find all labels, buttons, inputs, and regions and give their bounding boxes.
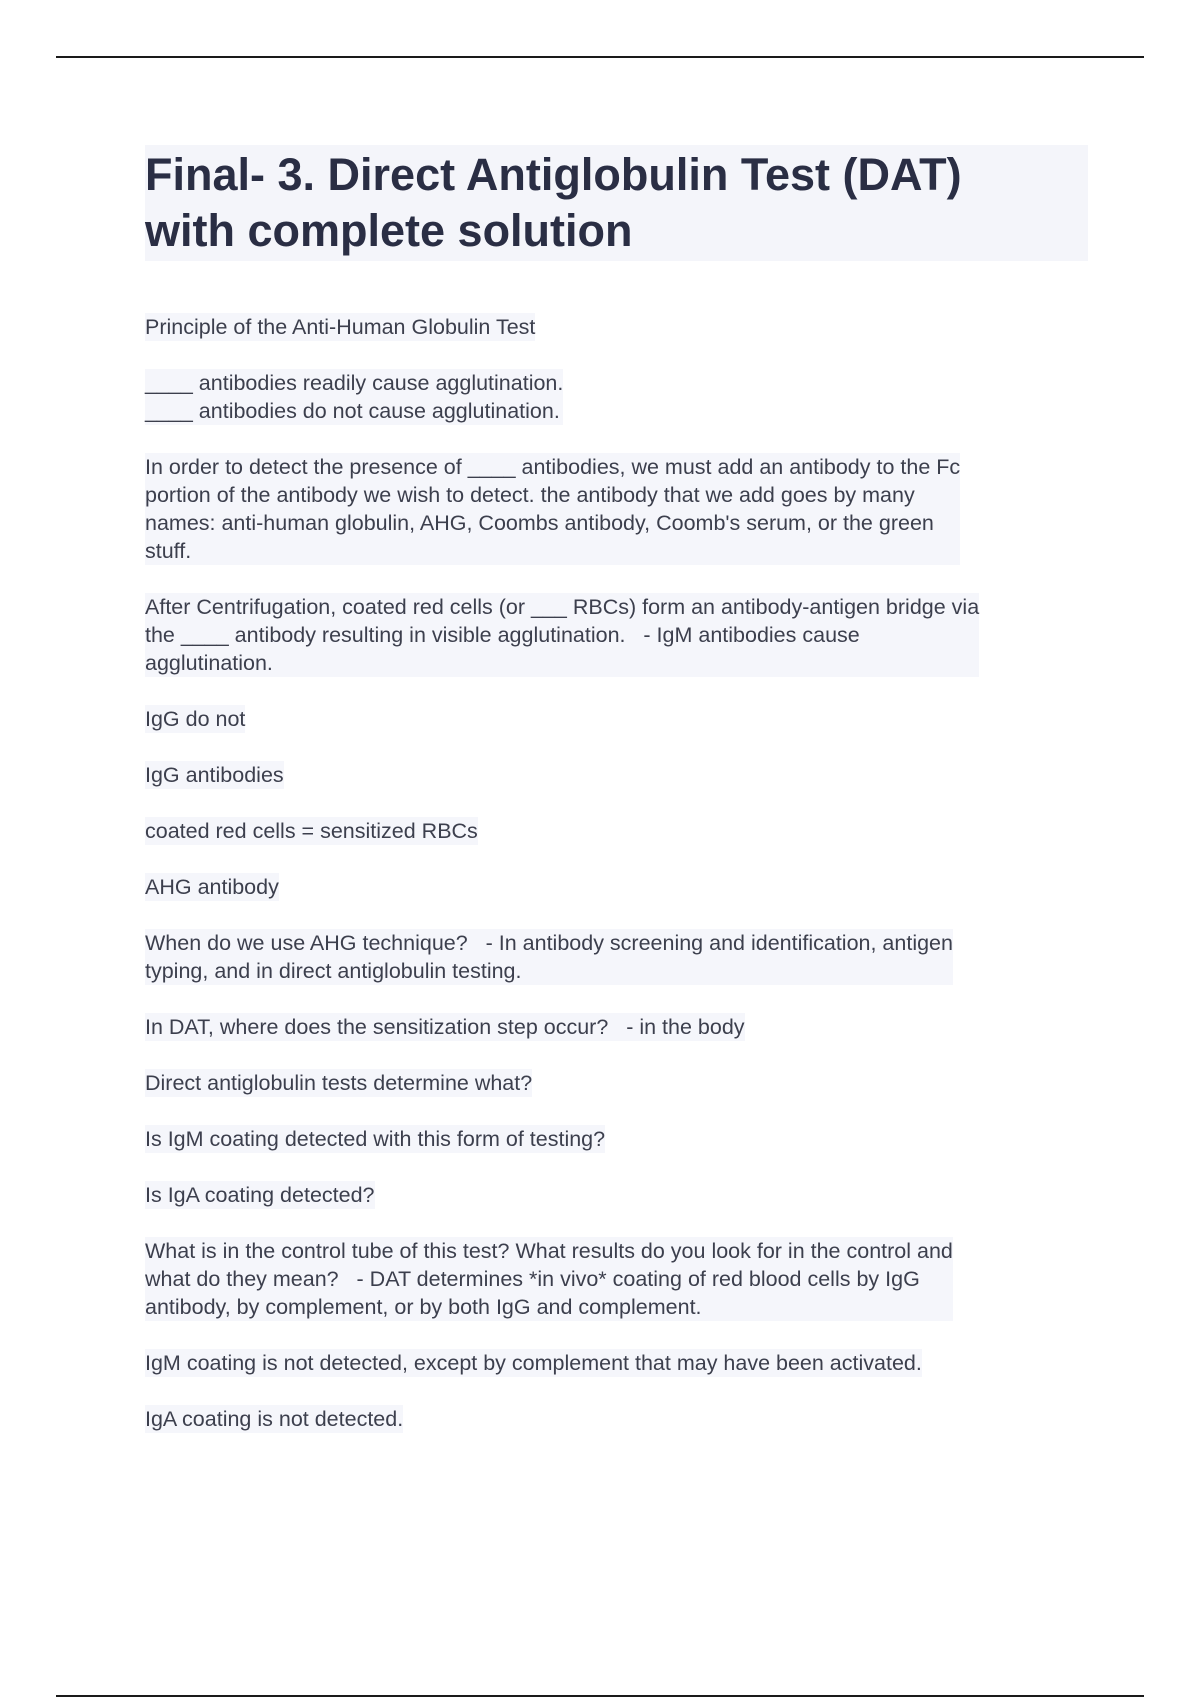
paragraph-iga-answer: IgA coating is not detected. (145, 1407, 404, 1431)
paragraph-igm-question: Is IgM coating detected with this form of testing? (145, 1127, 606, 1151)
paragraph-centrifugation: After Centrifugation, coated red cells (or ___ RBCs) form an antibody-antigen bridge via the ____ antibody resulting in visible agglutination. - IgM antibodies cause agglutination. (145, 595, 980, 675)
bottom-divider (56, 1695, 1144, 1697)
paragraph-igg-do-not: IgG do not (145, 707, 246, 731)
paragraph-igg-antibodies: IgG antibodies (145, 763, 284, 787)
paragraph-ahg-technique: When do we use AHG technique? - In antibody screening and identification, antigen typing, and in direct antiglobulin testing. (145, 931, 953, 983)
top-divider (56, 56, 1144, 58)
paragraph-dat-determine: Direct antiglobulin tests determine what? (145, 1071, 533, 1095)
title-block (145, 145, 1088, 261)
paragraph-iga-question: Is IgA coating detected? (145, 1183, 375, 1207)
document-body (145, 145, 1088, 1433)
paragraph-ahg-antibody: AHG antibody (145, 875, 279, 899)
paragraph-control-tube: What is in the control tube of this test? What results do you look for in the control and what do they mean? - DAT determines *in vivo* coating of red blood cells by IgG antibody, by complement, or by both IgG and complement. (145, 1239, 953, 1319)
paragraph-agglutination: ____ antibodies readily cause agglutination. ____ antibodies do not cause agglutination. (145, 371, 564, 423)
document-title (145, 147, 1088, 259)
paragraph-coated-red-cells: coated red cells = sensitized RBCs (145, 819, 478, 843)
paragraph-principle: Principle of the Anti-Human Globulin Test (145, 315, 536, 339)
paragraph-igm-answer: IgM coating is not detected, except by complement that may have been activated. (145, 1351, 922, 1375)
title-line-1: Final- 3. Direct Antiglobulin Test (DAT) (145, 149, 962, 200)
paragraph-detect-presence: In order to detect the presence of ____ antibodies, we must add an antibody to the Fc portion of the antibody we wish to detect. the antibody that we add goes by many names: anti-human globulin, AHG, Coombs antibody, Coomb's serum, or the green stuff. (145, 455, 961, 563)
title-line-2: with complete solution (145, 205, 633, 256)
paragraph-sensitization-step: In DAT, where does the sensitization step occur? - in the body (145, 1015, 745, 1039)
